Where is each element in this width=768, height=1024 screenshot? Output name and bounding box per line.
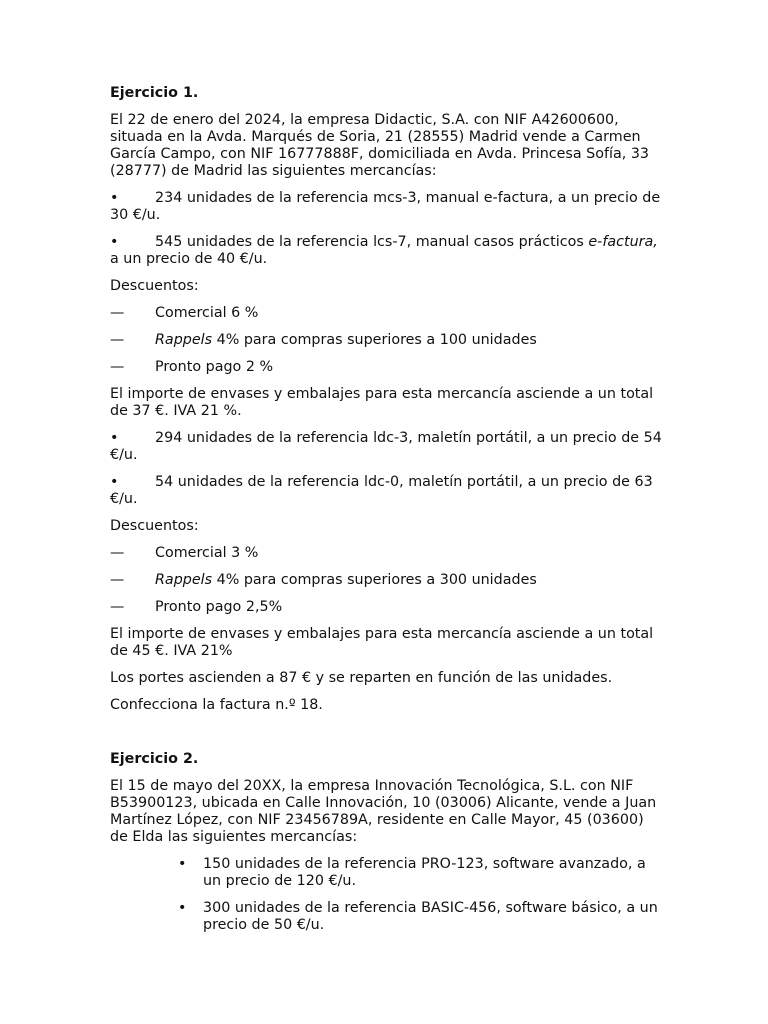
discounts-label: Descuentos: <box>110 278 199 294</box>
list-item <box>110 856 662 890</box>
dash-icon: — <box>110 572 125 588</box>
exercise2-intro: El 15 de mayo del 20XX, la empresa Innovación Tecnológica, S.L. con NIF B53900123, ubicada en Calle Innovación, 10 (03006) Alicante, vende a Juan Martínez López, con NIF 23456789A, residente en Calle Mayor, 45 (03600) de Elda las siguientes mercancías: <box>110 778 657 845</box>
exercise2-title: Ejercicio 2. <box>110 751 199 767</box>
list-item <box>110 430 662 464</box>
discount-item <box>110 305 662 322</box>
dash-icon: — <box>110 305 125 321</box>
list-item <box>110 474 662 508</box>
exercise1-intro: El 22 de enero del 2024, la empresa Didactic, S.A. con NIF A42600600, situada en la Avda. Marqués de Soria, 21 (28555) Madrid vende a Carmen García Campo, con NIF 16777888F, domiciliada en Avda. Princesa Sofía, 33 (28777) de Madrid las siguientes mercancías: <box>110 112 650 179</box>
discount-item <box>110 359 662 376</box>
task-text: Confecciona la factura n.º 18. <box>110 697 323 713</box>
bullet-icon: • <box>178 900 187 916</box>
item-text: 54 unidades de la referencia ldc-0, maletín portátil, a un precio de 63 €/u. <box>110 474 653 507</box>
discounts-label: Descuentos: <box>110 518 199 534</box>
dash-icon: — <box>110 545 125 561</box>
discount-text: Comercial 6 % <box>155 305 259 321</box>
dash-icon: — <box>110 332 125 348</box>
discount-text: 4% para compras superiores a 100 unidades <box>212 332 537 348</box>
bullet-icon: • <box>110 430 119 446</box>
discount-item <box>110 572 662 589</box>
item-text: 545 unidades de la referencia lcs-7, manual casos prácticos <box>155 234 589 250</box>
discount-text-italic: Rappels <box>155 332 213 348</box>
exercise2-list <box>110 856 662 934</box>
document-content <box>110 85 662 944</box>
list-item <box>110 234 662 268</box>
packaging-text: El importe de envases y embalajes para esta mercancía asciende a un total de 37 €. IVA 21 %. <box>110 386 654 419</box>
section-spacer <box>110 724 662 751</box>
discount-text: 4% para compras superiores a 300 unidades <box>212 572 537 588</box>
bullet-icon: • <box>110 474 119 490</box>
bullet-icon: • <box>110 190 119 206</box>
discount-item <box>110 545 662 562</box>
discount-text-italic: Rappels <box>155 572 213 588</box>
item-text: a un precio de 40 €/u. <box>110 251 268 267</box>
bullet-icon: • <box>178 856 187 872</box>
dash-icon: — <box>110 599 125 615</box>
item-text-italic: e-factura, <box>588 234 658 250</box>
discount-item <box>110 599 662 616</box>
list-item <box>110 190 662 224</box>
discount-text: Pronto pago 2,5% <box>155 599 283 615</box>
discount-item <box>110 332 662 349</box>
list-item <box>110 900 662 934</box>
freight-text: Los portes ascienden a 87 € y se reparten en función de las unidades. <box>110 670 613 686</box>
item-text: 234 unidades de la referencia mcs-3, manual e-factura, a un precio de 30 €/u. <box>110 190 661 223</box>
discount-text: Comercial 3 % <box>155 545 259 561</box>
item-text: 150 unidades de la referencia PRO-123, software avanzado, a un precio de 120 €/u. <box>203 856 646 889</box>
dash-icon: — <box>110 359 125 375</box>
item-text: 294 unidades de la referencia ldc-3, maletín portátil, a un precio de 54 €/u. <box>110 430 662 463</box>
exercise1-title: Ejercicio 1. <box>110 85 199 101</box>
bullet-icon: • <box>110 234 119 250</box>
item-text: 300 unidades de la referencia BASIC-456, software básico, a un precio de 50 €/u. <box>203 900 658 933</box>
packaging-text: El importe de envases y embalajes para esta mercancía asciende a un total de 45 €. IVA 21% <box>110 626 654 659</box>
discount-text: Pronto pago 2 % <box>155 359 274 375</box>
